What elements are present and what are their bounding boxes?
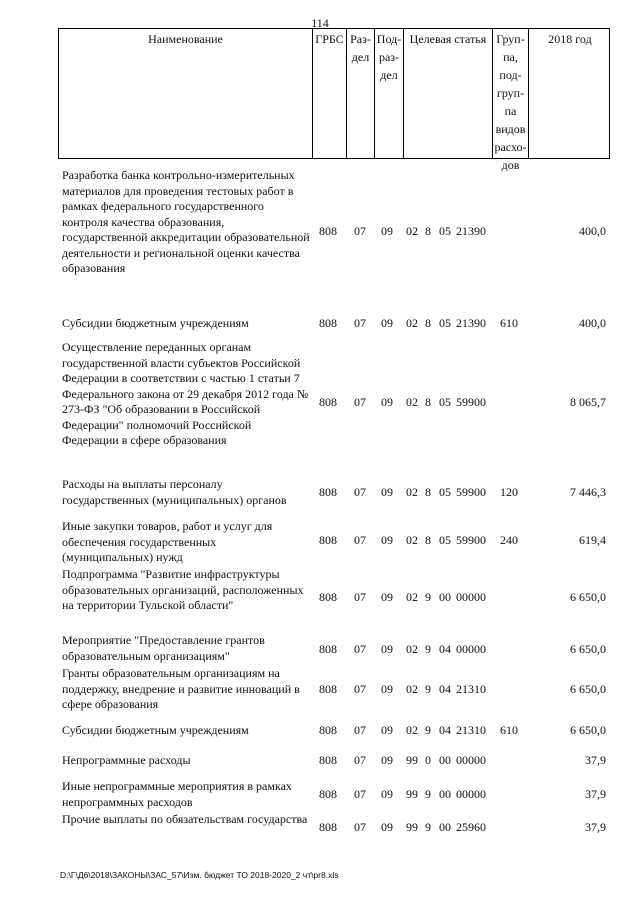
cell-target-direction: 21310: [456, 682, 486, 696]
cell-amount: 37,9: [585, 753, 606, 767]
cell-name: Иные закупки товаров, работ и услуг для обеспечения государственных (муниципальных) нужд: [62, 519, 273, 564]
cell-grbs: 808: [319, 820, 337, 834]
header-group-line: под-: [499, 68, 522, 82]
cell-target-program: 02: [406, 682, 418, 696]
cell-podrazdel: 09: [381, 642, 393, 656]
cell-amount: 619,4: [579, 533, 606, 547]
header-podrazdel-line: раз-: [378, 50, 400, 64]
cell-target-direction: 00000: [456, 590, 486, 604]
header-razdel-line: дел: [351, 50, 370, 64]
cell-podrazdel: 09: [381, 316, 393, 330]
header-group-line: груп-: [496, 86, 525, 100]
cell-target-subprogram: 9: [425, 787, 431, 801]
cell-podrazdel: 09: [381, 682, 393, 696]
cell-name: Мероприятие "Предоставление грантов образовательным организациям": [62, 633, 265, 663]
cell-name: Субсидии бюджетным учреждениям: [62, 723, 249, 737]
cell-razdel: 07: [354, 723, 366, 737]
cell-amount: 6 650,0: [570, 642, 606, 656]
cell-target-event: 05: [439, 485, 451, 499]
header-podrazdel-line: Под-: [376, 32, 402, 46]
cell-podrazdel: 09: [381, 224, 393, 238]
header-group-line: Груп-: [496, 32, 525, 46]
header-year: 2018 год: [548, 32, 592, 46]
cell-podrazdel: 09: [381, 590, 393, 604]
cell-target-subprogram: 9: [425, 682, 431, 696]
header-podrazdel: [375, 29, 404, 158]
header-grbs: ГРБС: [313, 29, 347, 158]
cell-target-subprogram: 8: [425, 485, 431, 499]
cell-name: Гранты образовательным организациям на поддержку, внедрение и развитие инноваций в сфере образования: [62, 666, 300, 711]
cell-podrazdel: 09: [381, 395, 393, 409]
header-group-line: па,: [503, 50, 518, 64]
cell-target-program: 02: [406, 224, 418, 238]
cell-amount: 6 650,0: [570, 682, 606, 696]
header-group-line: па: [504, 104, 517, 118]
cell-podrazdel: 09: [381, 753, 393, 767]
cell-target-program: 02: [406, 590, 418, 604]
cell-target-subprogram: 8: [425, 316, 431, 330]
cell-target-direction: 00000: [456, 753, 486, 767]
cell-group: 610: [500, 723, 518, 737]
cell-target-program: 02: [406, 723, 418, 737]
cell-target-subprogram: 8: [425, 533, 431, 547]
cell-amount: 8 065,7: [570, 395, 606, 409]
page-number: 114: [311, 16, 329, 30]
cell-target-event: 05: [439, 395, 451, 409]
cell-target-subprogram: 9: [425, 723, 431, 737]
cell-name: Осуществление переданных органам государственной власти субъектов Российской Федерации в соответствии с частью 1 статьи 7 Федерального закона от 29 декабря 2012 года № 273-ФЗ "Об образовании в Российской Федерации" полномочий Российской Федерации в сфере образования: [62, 340, 309, 447]
cell-name: Иные непрограммные мероприятия в рамках непрограммных расходов: [62, 779, 292, 809]
cell-target-event: 05: [439, 316, 451, 330]
cell-amount: 37,9: [585, 787, 606, 801]
header-group-line: дов: [501, 158, 520, 172]
cell-target-direction: 59900: [456, 533, 486, 547]
cell-target-program: 02: [406, 533, 418, 547]
cell-target-event: 04: [439, 723, 451, 737]
cell-target-program: 99: [406, 787, 418, 801]
cell-target-program: 02: [406, 316, 418, 330]
cell-target-direction: 21310: [456, 723, 486, 737]
cell-grbs: 808: [319, 316, 337, 330]
cell-podrazdel: 09: [381, 787, 393, 801]
cell-target-direction: 25960: [456, 820, 486, 834]
cell-target-subprogram: 9: [425, 642, 431, 656]
cell-grbs: 808: [319, 485, 337, 499]
cell-amount: 37,9: [585, 820, 606, 834]
cell-grbs: 808: [319, 753, 337, 767]
cell-amount: 7 446,3: [570, 485, 606, 499]
cell-target-event: 00: [439, 590, 451, 604]
cell-podrazdel: 09: [381, 485, 393, 499]
cell-target-subprogram: 8: [425, 395, 431, 409]
cell-target-event: 05: [439, 224, 451, 238]
cell-podrazdel: 09: [381, 723, 393, 737]
cell-target-subprogram: 8: [425, 224, 431, 238]
cell-group: 610: [500, 316, 518, 330]
header-name: Наименование: [59, 29, 313, 158]
cell-target-program: 99: [406, 820, 418, 834]
cell-group: 240: [500, 533, 518, 547]
cell-target-subprogram: 0: [425, 753, 431, 767]
cell-target-event: 00: [439, 787, 451, 801]
cell-target-program: 02: [406, 642, 418, 656]
cell-amount: 6 650,0: [570, 723, 606, 737]
header-group: [493, 29, 529, 172]
cell-name: Разработка банка контрольно-измерительных материалов для проведения тестовых работ в рамках федерального государственного контроля качества образования, государственной аккредитации образовательной деятельности и региональной оценки качества образования: [62, 168, 310, 275]
cell-razdel: 07: [354, 682, 366, 696]
cell-amount: 400,0: [579, 224, 606, 238]
cell-name: Подпрограмма "Развитие инфраструктуры образовательных организаций, расположенных на территории Тульской области": [62, 567, 304, 612]
cell-grbs: 808: [319, 682, 337, 696]
cell-amount: 6 650,0: [570, 590, 606, 604]
cell-target-direction: 21390: [456, 224, 486, 238]
cell-razdel: 07: [354, 485, 366, 499]
cell-grbs: 808: [319, 395, 337, 409]
cell-target-direction: 59900: [456, 395, 486, 409]
cell-amount: 400,0: [579, 316, 606, 330]
cell-target-event: 04: [439, 682, 451, 696]
cell-target-direction: 59900: [456, 485, 486, 499]
cell-name: Прочие выплаты по обязательствам государства: [62, 812, 308, 826]
cell-target-program: 02: [406, 485, 418, 499]
cell-name: Непрограммные расходы: [62, 753, 191, 767]
cell-razdel: 07: [354, 642, 366, 656]
cell-target-program: 02: [406, 395, 418, 409]
cell-razdel: 07: [354, 787, 366, 801]
cell-target-subprogram: 9: [425, 820, 431, 834]
cell-podrazdel: 09: [381, 533, 393, 547]
cell-razdel: 07: [354, 590, 366, 604]
file-path-footer: D:\Г\Д6\2018\ЗАКОНЫ\ЗАС_57\Изм. бюджет ТО 2018-2020_2 чт\pr8.xls: [60, 870, 339, 880]
cell-grbs: 808: [319, 224, 337, 238]
cell-target-subprogram: 9: [425, 590, 431, 604]
cell-grbs: 808: [319, 787, 337, 801]
cell-target-program: 99: [406, 753, 418, 767]
cell-target-direction: 00000: [456, 642, 486, 656]
cell-target-event: 00: [439, 753, 451, 767]
cell-razdel: 07: [354, 316, 366, 330]
cell-name: Субсидии бюджетным учреждениям: [62, 316, 249, 330]
cell-target-direction: 00000: [456, 787, 486, 801]
cell-podrazdel: 09: [381, 820, 393, 834]
header-razdel: [347, 29, 375, 158]
cell-target-event: 05: [439, 533, 451, 547]
cell-name: Расходы на выплаты персоналу государственных (муниципальных) органов: [62, 477, 287, 507]
table-header: [58, 28, 610, 172]
cell-razdel: 07: [354, 224, 366, 238]
cell-target-event: 00: [439, 820, 451, 834]
header-razdel-line: Раз-: [350, 32, 371, 46]
cell-target-direction: 21390: [456, 316, 486, 330]
header-group-line: видов: [495, 122, 526, 136]
cell-grbs: 808: [319, 642, 337, 656]
cell-grbs: 808: [319, 723, 337, 737]
cell-razdel: 07: [354, 395, 366, 409]
cell-group: 120: [500, 485, 518, 499]
cell-razdel: 07: [354, 533, 366, 547]
cell-razdel: 07: [354, 820, 366, 834]
header-target: Целевая статья: [404, 29, 493, 158]
cell-grbs: 808: [319, 590, 337, 604]
cell-razdel: 07: [354, 753, 366, 767]
header-group-line: расхо-: [494, 140, 527, 154]
cell-target-event: 04: [439, 642, 451, 656]
header-podrazdel-line: дел: [380, 68, 398, 82]
cell-grbs: 808: [319, 533, 337, 547]
